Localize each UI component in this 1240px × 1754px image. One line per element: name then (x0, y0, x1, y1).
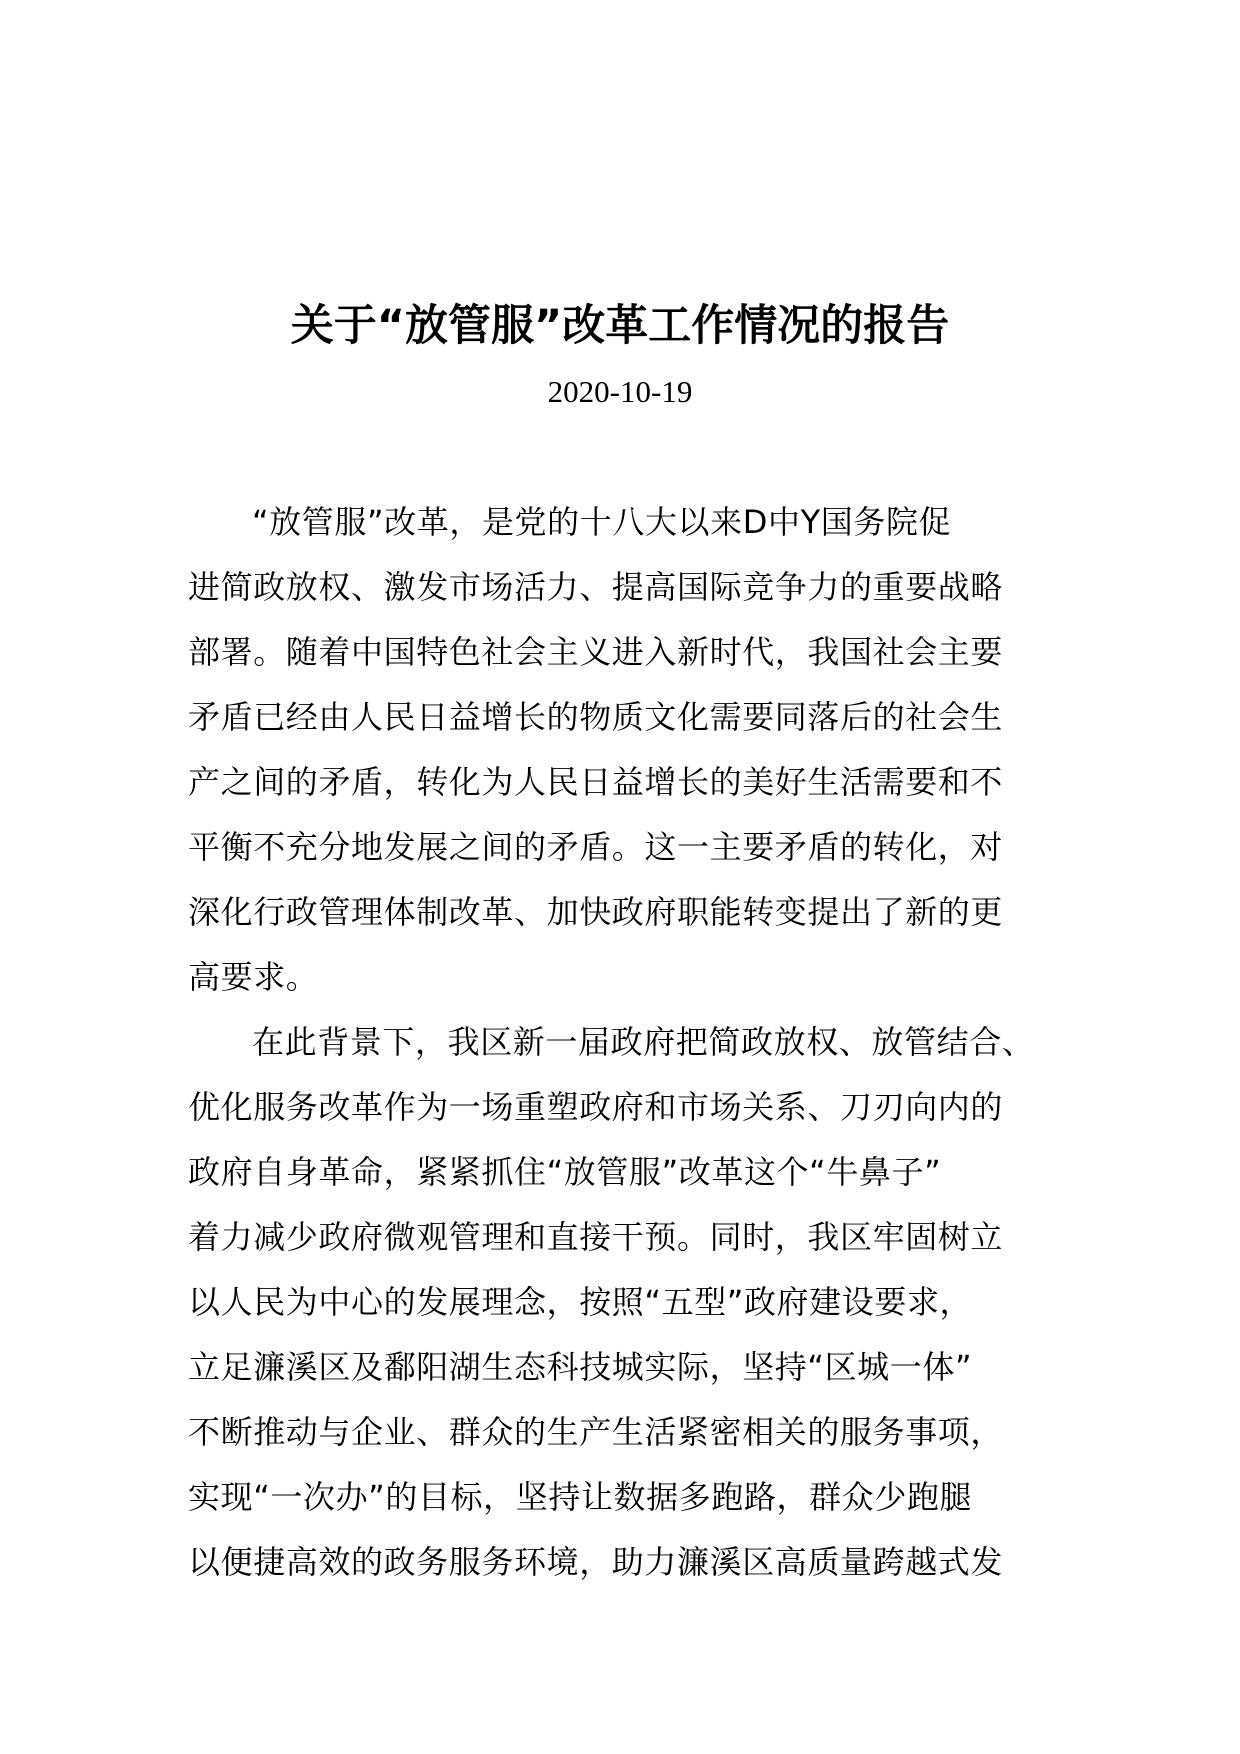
paragraph-line: 以便捷高效的政务服务环境，助力濂溪区高质量跨越式发 (188, 1543, 1004, 1581)
paragraph-line: 以人民为中心的发展理念，按照“五型”政府建设要求， (188, 1283, 973, 1321)
paragraph (188, 490, 1058, 1010)
paragraph-line: 立足濂溪区及鄱阳湖生态科技城实际，坚持“区城一体” (188, 1348, 973, 1386)
paragraph-line: 矛盾已经由人民日益增长的物质文化需要同落后的社会生 (188, 698, 1004, 736)
paragraph-line: 优化服务改革作为一场重塑政府和市场关系、刀刃向内的 (188, 1088, 1004, 1126)
document-body (188, 490, 1058, 1595)
paragraph-line: 在此背景下，我区新一届政府把简政放权、放管结合、 (252, 1023, 1035, 1061)
paragraph-line: 不断推动与企业、群众的生产生活紧密相关的服务事项， (188, 1413, 1004, 1451)
paragraph-line: 部署。随着中国特色社会主义进入新时代，我国社会主要 (188, 633, 1004, 671)
paragraph-line: 平衡不充分地发展之间的矛盾。这一主要矛盾的转化，对 (188, 828, 1004, 866)
paragraph-line: 进简政放权、激发市场活力、提高国际竞争力的重要战略 (188, 568, 1004, 606)
paragraph-line: 高要求。 (188, 958, 319, 996)
paragraph-line: “放管服”改革，是党的十八大以来D中Y国务院促 (252, 503, 952, 541)
document-date: 2020-10-19 (547, 374, 693, 409)
paragraph-line: 产之间的矛盾，转化为人民日益增长的美好生活需要和不 (188, 763, 1004, 801)
paragraph (188, 1010, 1058, 1595)
paragraph-line: 深化行政管理体制改革、加快政府职能转变提出了新的更 (188, 893, 1004, 931)
document-title: 关于“放管服”改革工作情况的报告 (290, 301, 950, 351)
paragraph-line: 政府自身革命，紧紧抓住“放管服”改革这个“牛鼻子” (188, 1153, 942, 1191)
paragraph-line: 实现“一次办”的目标，坚持让数据多跑路，群众少跑腿 (188, 1478, 973, 1516)
paragraph-line: 着力减少政府微观管理和直接干预。同时，我区牢固树立 (188, 1218, 1004, 1256)
